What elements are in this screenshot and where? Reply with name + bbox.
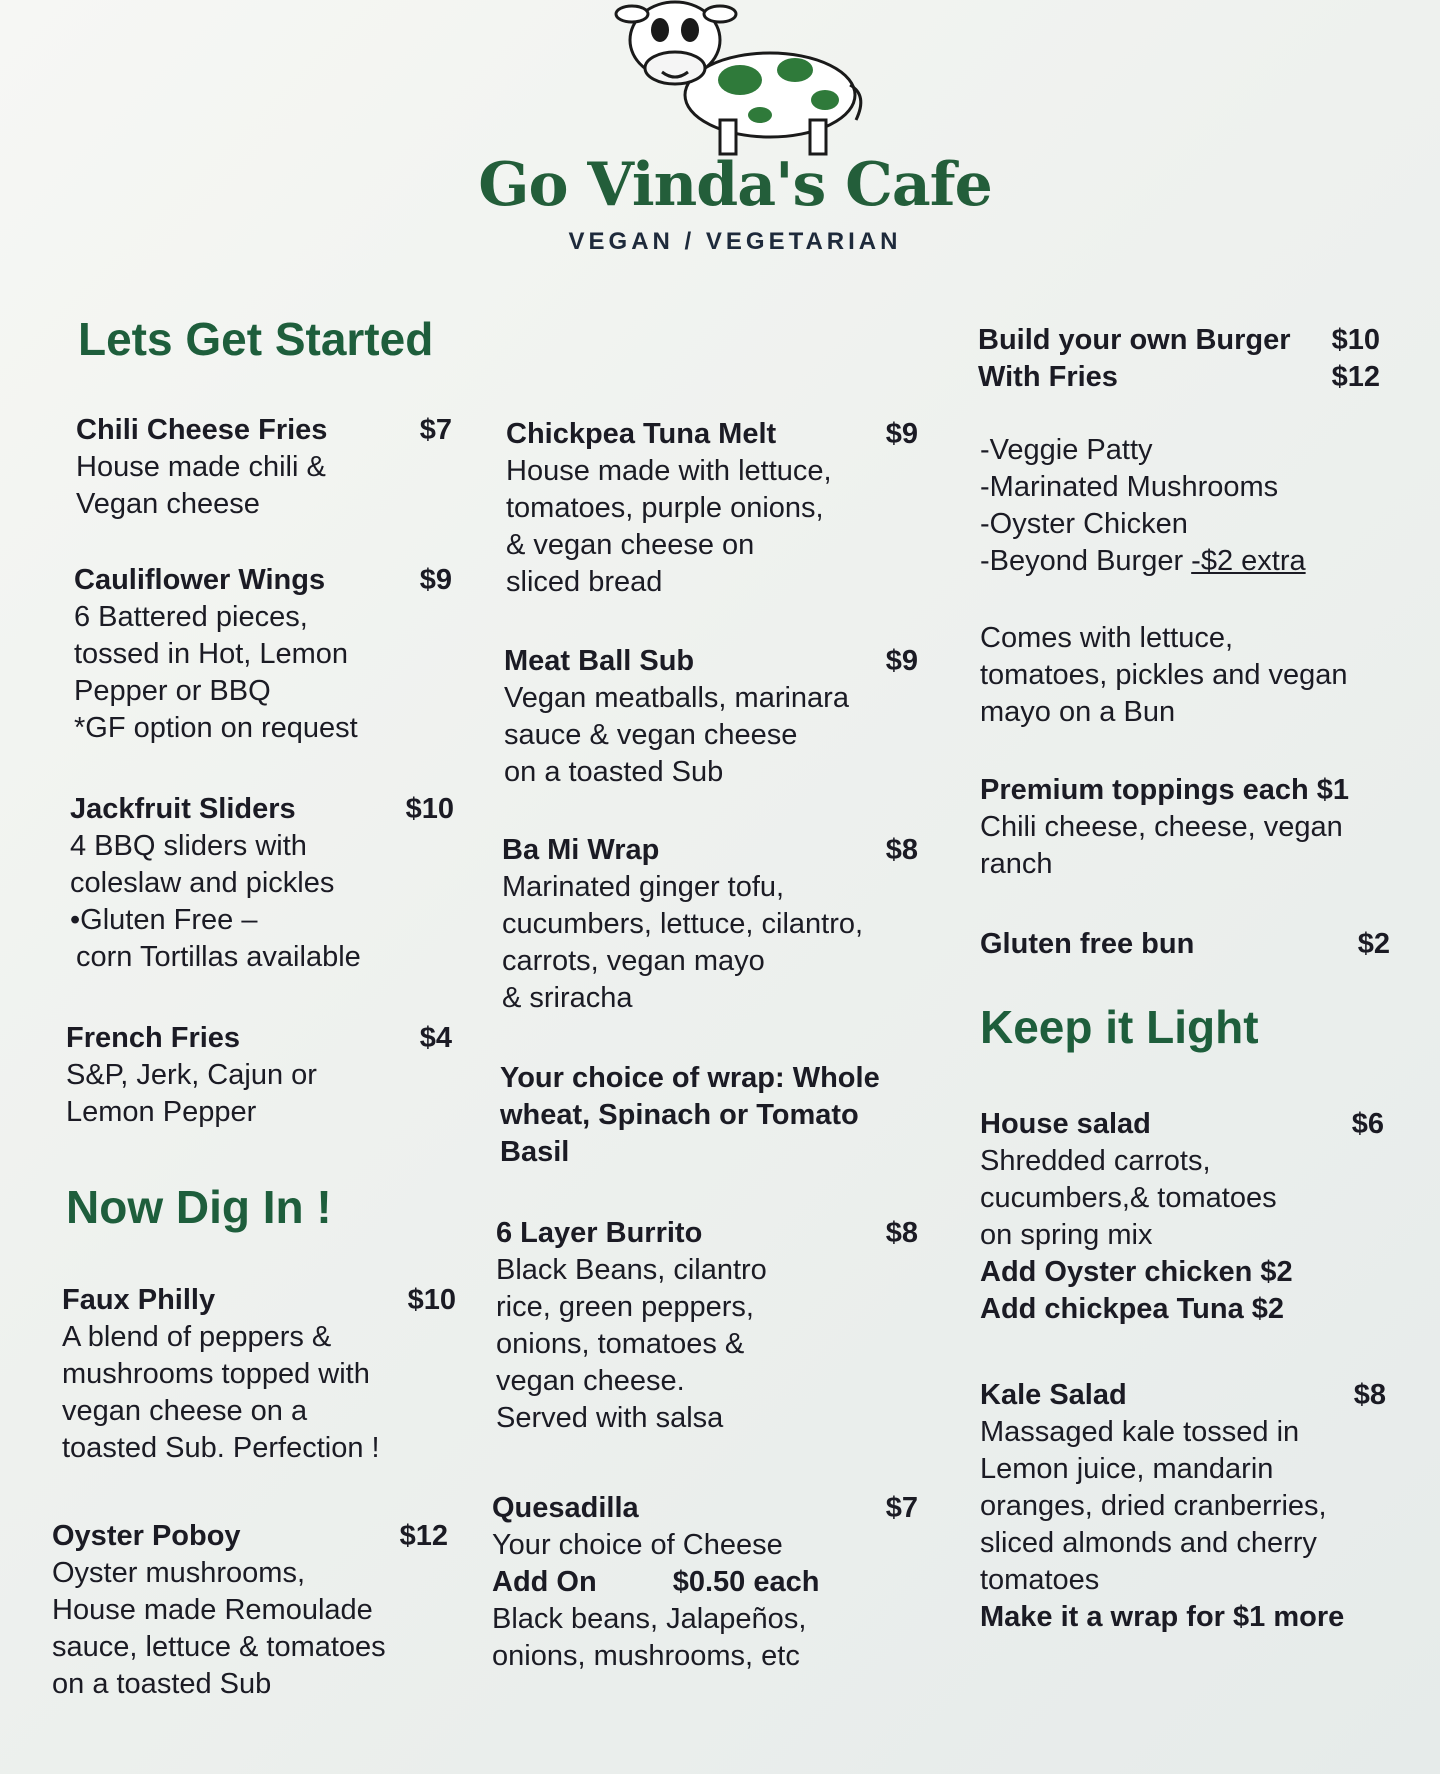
menu-item-quesadilla [492,1490,918,1675]
item-name: House salad [980,1108,1151,1140]
item-desc: Shredded carrots, [980,1145,1211,1177]
item-desc: House made with lettuce, [506,455,832,487]
section-now-dig-in: Now Dig In ! [66,1181,332,1233]
fries-label: With Fries [978,361,1118,393]
wrap-choice-line: Basil [500,1136,570,1168]
menu-item-build-burger [978,322,1380,396]
menu-item-gluten-free-bun [980,926,1390,963]
item-desc: carrots, vegan mayo [502,945,765,977]
item-price: $8 [885,1217,918,1249]
item-price: $9 [885,418,918,450]
item-price: $7 [885,1492,918,1524]
menu-item-meat-ball-sub [504,643,918,791]
fries-price: $12 [1331,361,1380,393]
item-desc: Your choice of Cheese [492,1529,783,1561]
item-price: $10 [405,793,454,825]
menu-item-6-layer-burrito [496,1215,918,1437]
menu-item-house-salad [980,1106,1384,1328]
item-desc: S&P, Jerk, Cajun or [66,1059,317,1091]
item-desc: onions, tomatoes & [496,1328,745,1360]
item-desc: *GF option on request [74,712,358,744]
item-desc: Oyster mushrooms, [52,1557,305,1589]
item-desc: onions, mushrooms, etc [492,1640,800,1672]
item-desc: tomatoes [980,1564,1100,1596]
item-desc: Black beans, Jalapeños, [492,1603,807,1635]
item-price: $7 [419,414,452,446]
item-name: Gluten free bun [980,928,1195,960]
item-name: Build your own Burger [978,324,1291,356]
patty-option: -Veggie Patty [980,434,1153,466]
patty-options [980,432,1380,580]
item-desc: sliced bread [506,566,663,598]
patty-option: -Oyster Chicken [980,508,1188,540]
item-desc: sauce & vegan cheese [504,719,798,751]
item-desc: sauce, lettuce & tomatoes [52,1631,386,1663]
item-desc: House made chili & [76,451,326,483]
menu-item-kale-salad [980,1377,1386,1636]
item-desc: on a toasted Sub [52,1668,272,1700]
item-desc: •Gluten Free – [70,904,258,936]
addon-label: Add On [492,1566,597,1598]
item-desc: mushrooms topped with [62,1358,370,1390]
item-desc: Pepper or BBQ [74,675,271,707]
wrap-choice-line: Your choice of wrap: Whole [500,1062,880,1094]
menu-header [0,0,1440,270]
salad-addon: Add Oyster chicken $2 [980,1256,1293,1288]
patty-option: -Marinated Mushrooms [980,471,1279,503]
item-desc: vegan cheese. [496,1365,685,1397]
item-name: Quesadilla [492,1492,639,1524]
item-desc: 4 BBQ sliders with [70,830,307,862]
item-desc: & vegan cheese on [506,529,755,561]
item-name: Oyster Poboy [52,1520,241,1552]
item-price: $10 [1331,324,1380,356]
item-desc: Marinated ginger tofu, [502,871,785,903]
item-price: $8 [885,834,918,866]
menu-item-cauliflower-wings [74,562,452,747]
section-lets-get-started: Lets Get Started [78,313,434,365]
salad-addon: Add chickpea Tuna $2 [980,1293,1285,1325]
item-desc: Chili cheese, cheese, vegan [980,811,1343,843]
item-name: 6 Layer Burrito [496,1217,703,1249]
item-name: French Fries [66,1022,241,1054]
item-name: Kale Salad [980,1379,1127,1411]
item-desc: Vegan meatballs, marinara [504,682,849,714]
item-desc: Lemon juice, mandarin [980,1453,1274,1485]
item-desc: cucumbers, lettuce, cilantro, [502,908,864,940]
item-desc: cucumbers,& tomatoes [980,1182,1277,1214]
item-name: Jackfruit Sliders [70,793,296,825]
item-name: Faux Philly [62,1284,216,1316]
comes-line: mayo on a Bun [980,696,1176,728]
item-desc: tomatoes, purple onions, [506,492,824,524]
item-desc: coleslaw and pickles [70,867,335,899]
item-price: $9 [885,645,918,677]
cow-logo [580,0,870,160]
premium-toppings [980,772,1400,883]
wrap-choice-note [500,1060,940,1171]
item-desc: & sriracha [502,982,633,1014]
item-desc: oranges, dried cranberries, [980,1490,1327,1522]
menu-item-faux-philly [62,1282,456,1467]
item-price: $9 [419,564,452,596]
item-price: $8 [1353,1379,1386,1411]
item-desc: tossed in Hot, Lemon [74,638,349,670]
menu-item-oyster-poboy [52,1518,448,1703]
item-desc: rice, green peppers, [496,1291,754,1323]
item-desc: vegan cheese on a [62,1395,308,1427]
menu-item-chickpea-tuna-melt [506,416,918,601]
comes-line: tomatoes, pickles and vegan [980,659,1348,691]
section-keep-it-light: Keep it Light [980,1001,1259,1053]
item-desc: sliced almonds and cherry [980,1527,1317,1559]
item-desc: corn Tortillas available [76,941,361,973]
item-price: $4 [419,1022,452,1054]
menu-item-ba-mi-wrap [502,832,918,1017]
wrap-choice-line: wheat, Spinach or Tomato [500,1099,859,1131]
item-price: $2 [1357,928,1390,960]
item-price: $10 [407,1284,456,1316]
patty-option: -Beyond Burger [980,545,1192,577]
item-desc: on a toasted Sub [504,756,724,788]
item-name: Chickpea Tuna Melt [506,418,777,450]
menu-item-chili-cheese-fries [76,412,452,523]
item-name: Meat Ball Sub [504,645,695,677]
item-desc: Lemon Pepper [66,1096,257,1128]
item-desc: on spring mix [980,1219,1153,1251]
menu-item-jackfruit-sliders [70,791,454,976]
item-desc: Served with salsa [496,1402,724,1434]
cafe-name: Go Vinda's Cafe [478,150,992,220]
item-price: $12 [399,1520,448,1552]
item-desc: Massaged kale tossed in [980,1416,1300,1448]
item-name: Chili Cheese Fries [76,414,328,446]
item-desc: Vegan cheese [76,488,260,520]
item-name: Cauliflower Wings [74,564,326,596]
burger-comes-with [980,620,1400,731]
item-price: $6 [1351,1108,1384,1140]
item-name: Ba Mi Wrap [502,834,660,866]
wrap-upgrade: Make it a wrap for $1 more [980,1601,1345,1633]
item-desc: ranch [980,848,1053,880]
patty-extra: -$2 extra [1191,545,1306,577]
menu-item-french-fries [66,1020,452,1131]
cafe-tagline: VEGAN / VEGETARIAN [568,228,902,255]
item-desc: 6 Battered pieces, [74,601,308,633]
addon-price: $0.50 each [672,1566,820,1598]
comes-line: Comes with lettuce, [980,622,1234,654]
item-desc: A blend of peppers & [62,1321,332,1353]
item-desc: toasted Sub. Perfection ! [62,1432,380,1464]
item-desc: Black Beans, cilantro [496,1254,767,1286]
item-name: Premium toppings each $1 [980,774,1350,806]
item-desc: House made Remoulade [52,1594,373,1626]
